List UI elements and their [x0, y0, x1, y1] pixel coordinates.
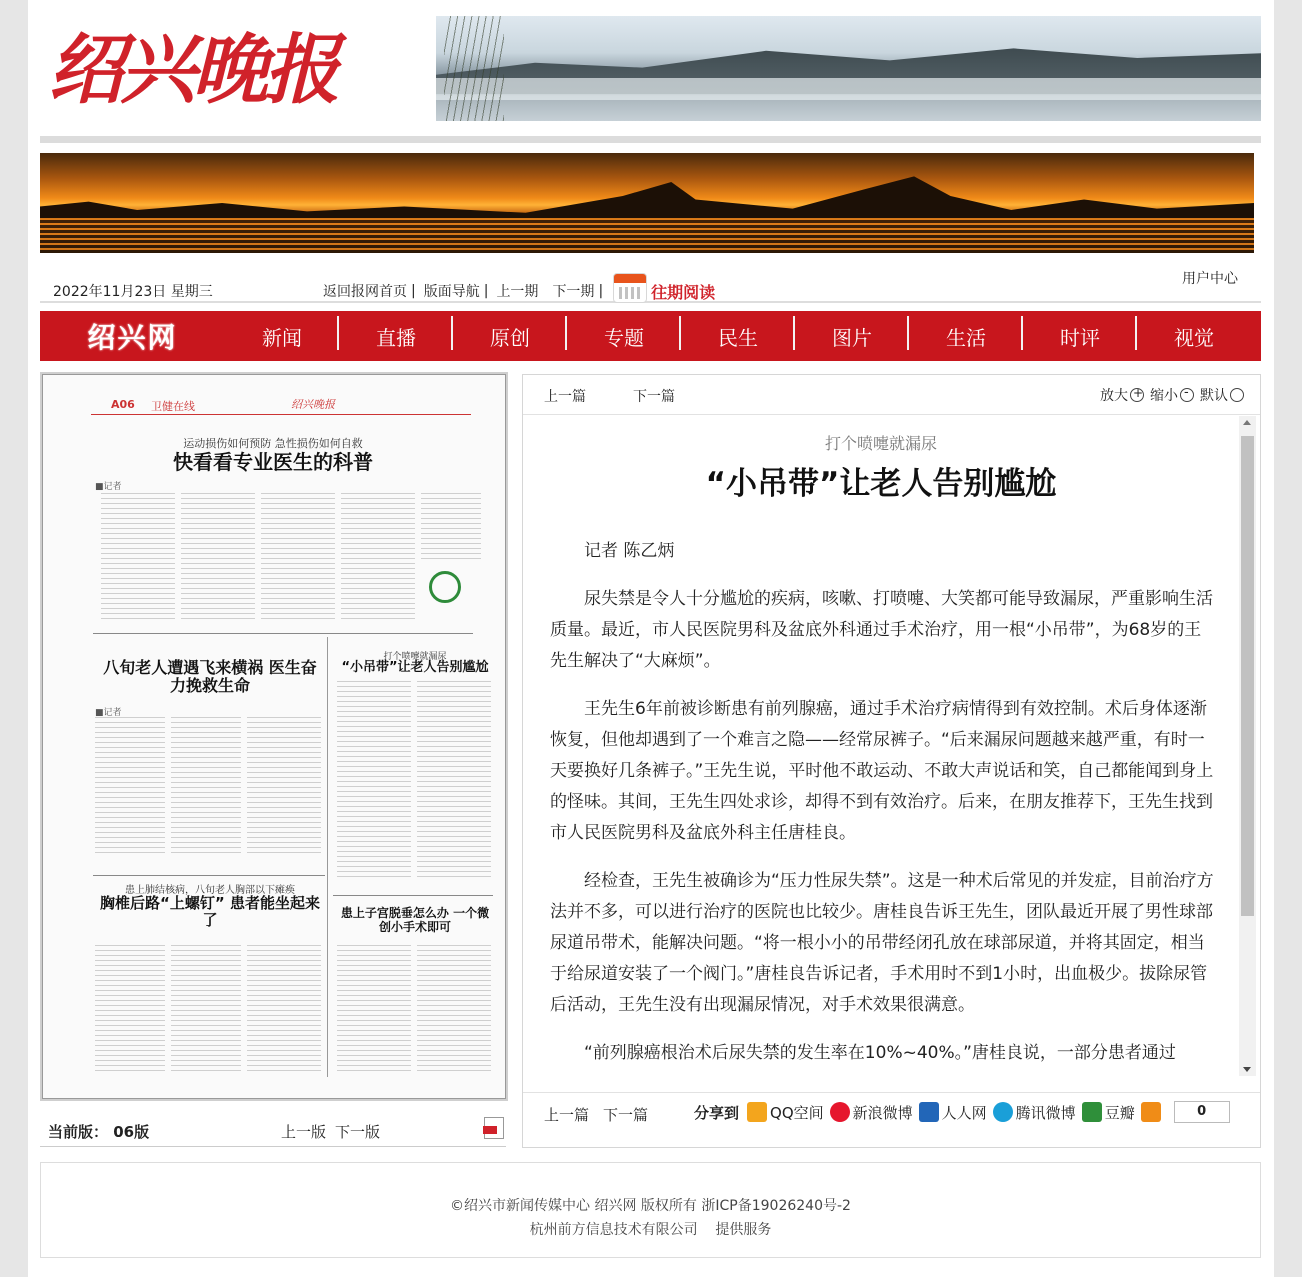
nav-item-photos[interactable]: 图片	[795, 322, 909, 351]
issue-date: 2022年11月23日 星期三	[53, 284, 213, 300]
zoom-in-button[interactable]	[1100, 385, 1144, 405]
story-4-text-col	[247, 945, 321, 1075]
paper-divider	[93, 633, 473, 634]
prev-issue-link[interactable]: 上一期	[496, 284, 539, 300]
plus-icon	[1141, 1102, 1161, 1122]
current-edition-label: 当前版：	[48, 1123, 109, 1141]
paper-page-number: A06	[111, 398, 135, 411]
story-1-headline[interactable]: 快看看专业医生的科普	[173, 450, 373, 474]
share-douban[interactable]	[1082, 1102, 1135, 1123]
zoom-out-button[interactable]	[1150, 385, 1194, 405]
zoom-in-label: 放大	[1100, 388, 1128, 404]
share-more[interactable]	[1141, 1102, 1164, 1122]
hospital-emblem	[429, 571, 461, 603]
home-link[interactable]: 返回报网首页	[323, 284, 407, 300]
renren-icon	[919, 1102, 939, 1122]
douban-icon	[1082, 1102, 1102, 1122]
article-scroll-area[interactable]	[523, 416, 1261, 1076]
paper-logo: 绍兴晚报	[291, 398, 335, 411]
zoom-in-icon	[1130, 388, 1144, 402]
article-bottom-bar	[523, 1092, 1260, 1132]
zoom-default-button[interactable]	[1200, 385, 1244, 405]
story-2-text-col	[247, 717, 321, 857]
layout-nav-link[interactable]: 版面导航	[423, 284, 480, 300]
story-5-headline[interactable]: 患上子宫脱垂怎么办 一个微创小手术即可	[340, 906, 490, 934]
scroll-down-arrow-icon[interactable]	[1243, 1067, 1251, 1072]
issue-links	[323, 279, 719, 303]
prev-edition-link[interactable]: 上一版	[281, 1123, 327, 1141]
article-paragraph: 尿失禁是令人十分尴尬的疾病，咳嗽、打喷嚏、大笑都可能导致漏尿，严重影响生活质量。最近，市人民医院男科及盆底外科通过手术治疗，用一根“小吊带”，为68岁的王先生解决了“大麻烦”。	[550, 589, 1213, 671]
next-issue-link[interactable]: 下一期	[552, 284, 595, 300]
link-separator: |	[411, 283, 416, 299]
main-nav	[40, 311, 1261, 361]
current-edition	[48, 1121, 149, 1142]
paper-column-divider	[327, 637, 328, 1077]
share-tencent-weibo-label: 腾讯微博	[1015, 1103, 1076, 1122]
paper-page-header	[91, 393, 471, 415]
nav-item-topics[interactable]: 专题	[567, 322, 681, 351]
link-separator: |	[483, 283, 489, 299]
current-edition-value: 06版	[113, 1123, 150, 1141]
footer-provider: 杭州前方信息技术有限公司 提供服务	[529, 1222, 772, 1238]
next-article-link-bottom[interactable]: 下一篇	[603, 1106, 649, 1124]
article-paragraph: 经检查，王先生被确诊为“压力性尿失禁”。这是一种术后常见的并发症，目前治疗方法并不多，可以进行治疗的医院也比较少。唐桂良告诉王先生，团队最近开展了男性球部尿道吊带术，能解决问题。“将一根小小的吊带经闭孔放在球部尿道，并将其固定，相当于给尿道安装了一个阀门。”唐桂良告诉记者，手术用时不到1小时，出血极少。拔除尿管后活动，王先生没有出现漏尿情况，对手术效果很满意。	[550, 871, 1214, 1015]
story-2-headline[interactable]: 八旬老人遭遇飞来横祸 医生奋力挽救生命	[103, 658, 317, 696]
calendar-icon[interactable]	[613, 273, 647, 303]
nav-item-commentary[interactable]: 时评	[1023, 322, 1137, 351]
footer	[40, 1162, 1261, 1258]
page	[28, 0, 1274, 1277]
article-scrollbar[interactable]	[1239, 416, 1256, 1076]
story-5-text-col	[417, 945, 491, 1075]
story-3-kicker: 打个喷嚏就漏尿	[383, 652, 447, 662]
nav-item-life[interactable]: 生活	[909, 322, 1023, 351]
story-5-text-col	[337, 945, 411, 1075]
zoom-out-label: 缩小	[1150, 388, 1178, 404]
story-2-byline: ■记者	[95, 708, 122, 718]
story-4-text-col	[171, 945, 241, 1075]
story-3-text-col	[417, 681, 491, 877]
story-1-kicker: 运动损伤如何预防 急性损伤如何自救	[183, 437, 363, 450]
article-panel	[522, 374, 1261, 1148]
story-1-text-col	[341, 493, 415, 621]
zoom-default-label: 默认	[1200, 388, 1228, 404]
past-issues-link[interactable]: 往期阅读	[651, 282, 716, 302]
masthead-lake-photo	[436, 16, 1261, 121]
share-tencent-weibo[interactable]	[993, 1102, 1076, 1123]
zoom-out-icon	[1180, 388, 1194, 402]
article-text	[550, 536, 1214, 1076]
share-count: 0	[1174, 1101, 1230, 1123]
story-4-text-col	[95, 945, 165, 1075]
prev-article-link[interactable]: 上一篇	[544, 389, 586, 405]
article-paragraph: “前列腺癌根治术后尿失禁的发生率在10%~40%。”唐桂良说，一部分患者通过	[584, 1043, 1176, 1063]
zoom-controls	[1100, 385, 1244, 405]
banner-mist	[436, 78, 1261, 100]
share-weibo[interactable]	[830, 1102, 913, 1123]
scroll-thumb[interactable]	[1241, 436, 1254, 916]
nav-item-livelihood[interactable]: 民生	[681, 322, 795, 351]
story-3-headline[interactable]: “小吊带”让老人告别尴尬	[341, 660, 489, 675]
qzone-icon	[747, 1102, 767, 1122]
nav-items	[225, 322, 1251, 351]
share-douban-label: 豆瓣	[1104, 1103, 1135, 1122]
zoom-default-icon	[1230, 388, 1244, 402]
paper-divider	[93, 875, 325, 876]
article-title: “小吊带”让老人告别尴尬	[705, 466, 1057, 502]
nav-item-news[interactable]: 新闻	[225, 322, 339, 351]
scroll-up-arrow-icon[interactable]	[1243, 420, 1251, 425]
edition-bar	[40, 1112, 506, 1147]
story-2-text-col	[171, 717, 241, 857]
paper-section-name: 卫健在线	[151, 400, 195, 413]
story-4-kicker: 患上肺结核病，八旬老人胸部以下瘫痪	[125, 885, 295, 896]
nav-item-original[interactable]: 原创	[453, 322, 567, 351]
story-1-text-col	[181, 493, 255, 621]
story-2-text-col	[95, 717, 165, 857]
article-kicker: 打个喷嚏就漏尿	[824, 434, 937, 453]
share-renren[interactable]	[919, 1102, 987, 1123]
article-top-bar	[523, 375, 1260, 415]
story-3-text-col	[337, 681, 411, 877]
nav-item-visual[interactable]: 视觉	[1174, 325, 1214, 350]
tencent-weibo-icon	[993, 1102, 1013, 1122]
article-byline: 记者 陈乙炳	[584, 541, 675, 561]
link-separator: |	[598, 283, 604, 299]
share-weibo-label: 新浪微博	[852, 1103, 913, 1122]
site-brand-logo[interactable]: 绍兴网	[87, 321, 178, 354]
prev-article-link-bottom[interactable]: 上一篇	[544, 1106, 590, 1124]
info-bar	[40, 268, 1261, 303]
banner-willow	[444, 16, 504, 121]
article-paragraph: 王先生6年前被诊断患有前列腺癌，通过手术治疗病情得到有效控制。术后身体逐渐恢复，但他却遇到了一个难言之隐——经常尿裤子。“后来漏尿问题越来越严重，有时一天要换好几条裤子。”王先生说，平时他不敢运动、不敢大声说话和笑，自己都能闻到身上的怪味。其间，王先生四处求诊，却得不到有效治疗。后来，在朋友推荐下，王先生找到市人民医院男科及盆底外科主任唐桂良。	[550, 699, 1214, 843]
story-1-text-col	[261, 493, 335, 621]
story-1-text-col	[421, 493, 481, 563]
user-center-link[interactable]: 用户中心	[1182, 271, 1238, 287]
story-1-text-col	[101, 493, 175, 621]
share-qzone-label: QQ空间	[770, 1103, 824, 1122]
footer-copyright: ©绍兴市新闻传媒中心 绍兴网 版权所有 浙ICP备19026240号-2	[450, 1198, 851, 1214]
masthead-divider	[40, 136, 1261, 143]
share-qzone[interactable]	[747, 1102, 824, 1123]
banner-water-reflection	[40, 218, 1254, 253]
story-1-byline: ■记者	[95, 482, 122, 492]
next-edition-link[interactable]: 下一版	[335, 1123, 381, 1141]
share-bar	[694, 1101, 1230, 1123]
sunset-banner-photo	[40, 153, 1254, 253]
masthead-logo[interactable]: 绍兴晚报	[48, 25, 336, 114]
paper-divider	[333, 895, 493, 896]
newspaper-page-thumbnail[interactable]	[42, 374, 506, 1099]
pdf-download-icon[interactable]	[484, 1117, 504, 1139]
story-4-headline[interactable]: 胸椎后路“上螺钉” 患者能坐起来了	[100, 894, 320, 930]
weibo-icon	[830, 1102, 850, 1122]
share-label: 分享到	[694, 1103, 740, 1122]
next-article-link[interactable]: 下一篇	[633, 389, 675, 405]
nav-item-live[interactable]: 直播	[339, 322, 453, 351]
share-renren-label: 人人网	[941, 1103, 987, 1122]
